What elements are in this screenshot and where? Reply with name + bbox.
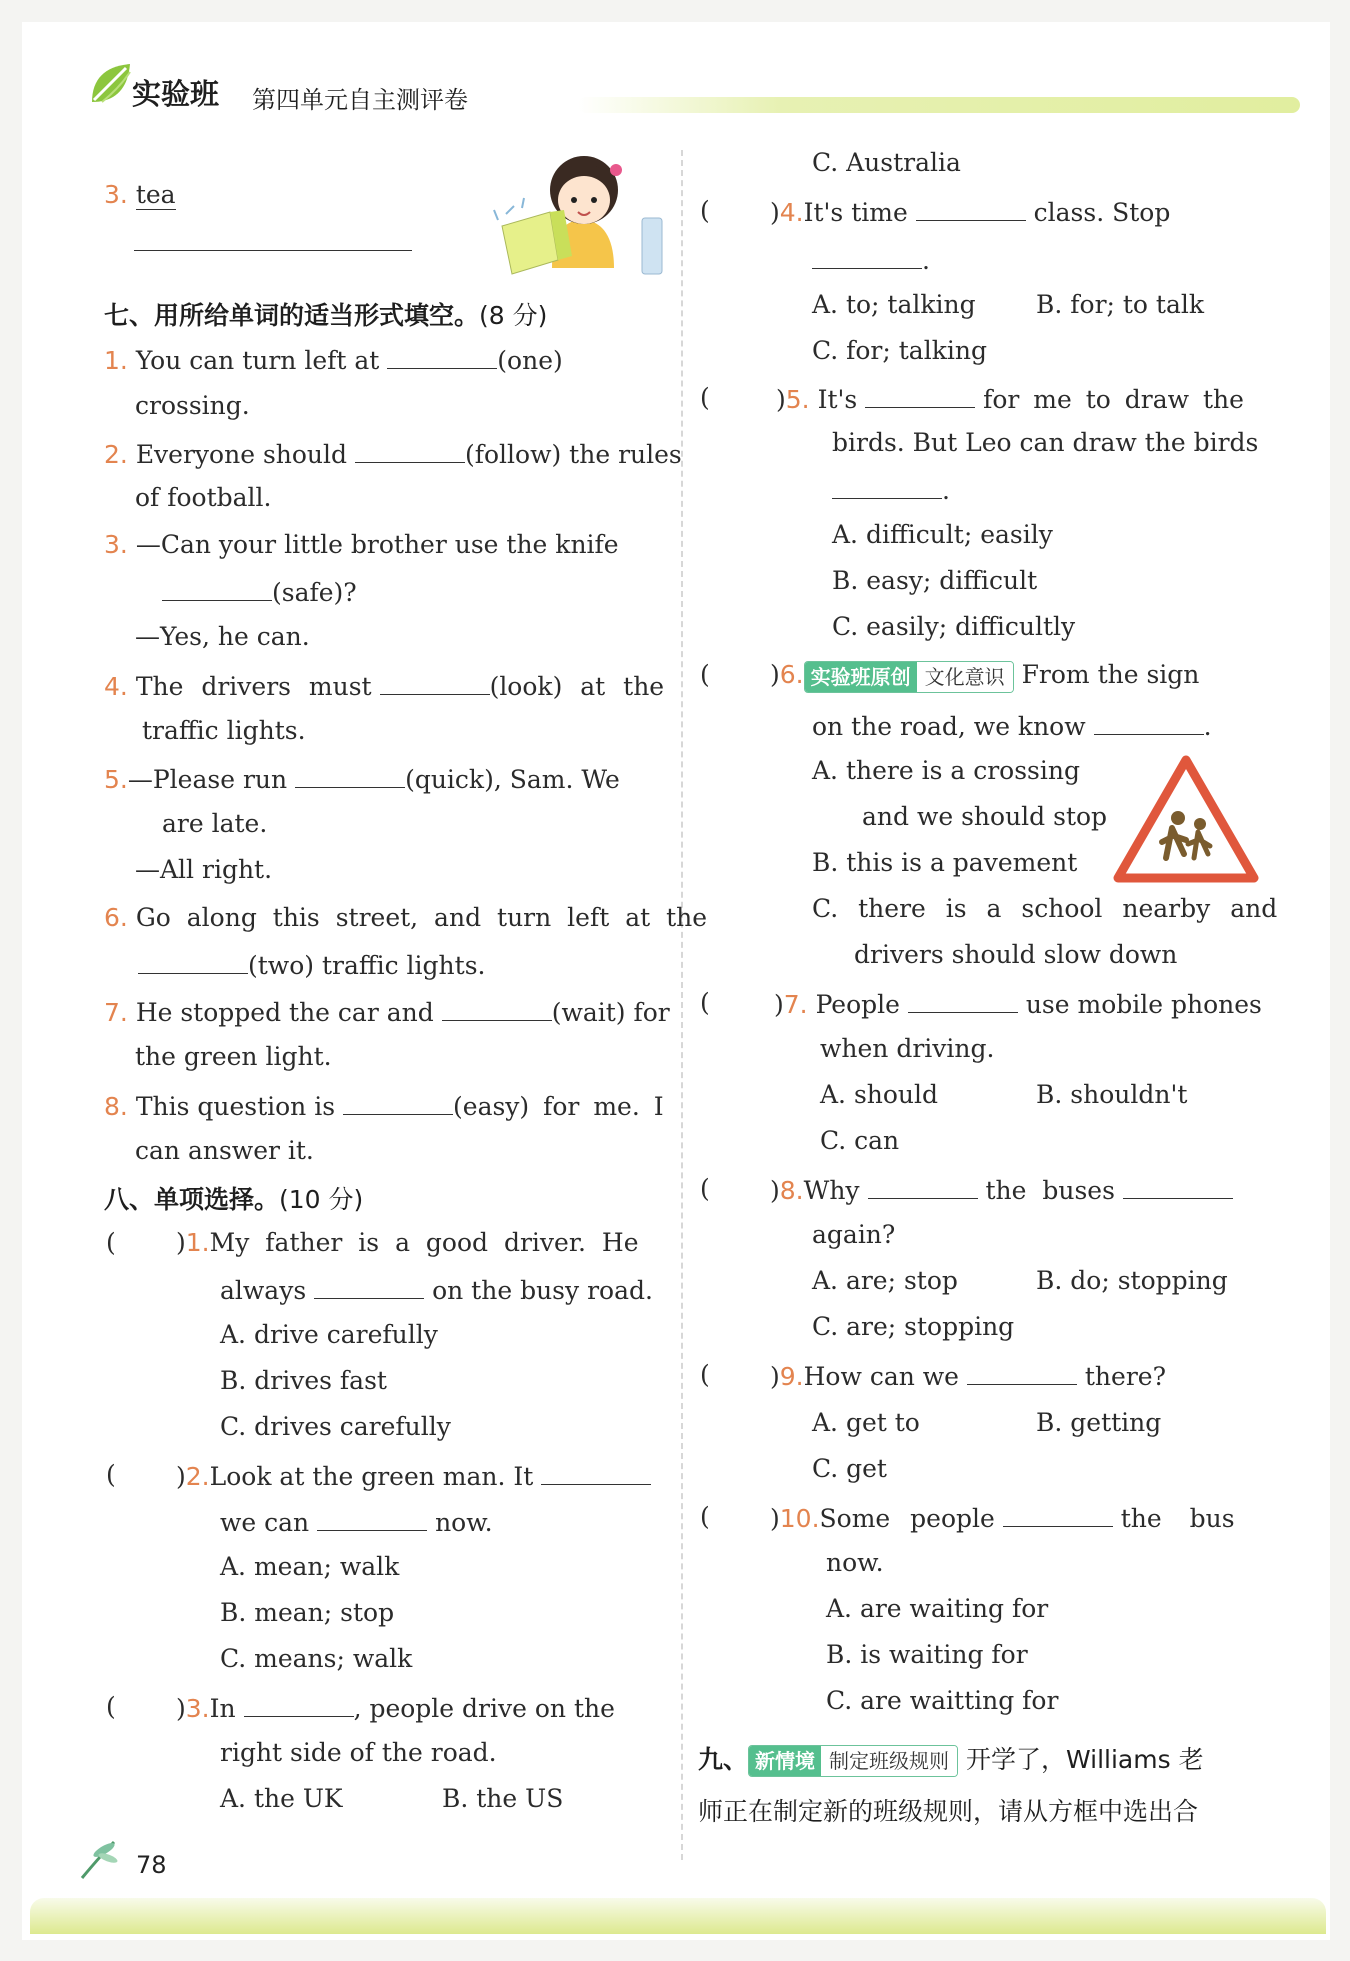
dragonfly-icon [78, 1836, 120, 1882]
answer-paren[interactable]: ( [106, 1692, 116, 1721]
answer-blank[interactable] [314, 1274, 424, 1299]
s8-q1-option-c[interactable]: C. drives carefully [220, 1412, 451, 1441]
s7-q5-cont: are late. [162, 809, 268, 838]
s8-q7-option-a[interactable]: A. should [820, 1080, 939, 1109]
answer-line [134, 250, 412, 251]
s8-q5: )5. It's for me to draw the [776, 385, 1244, 414]
answer-blank[interactable] [162, 576, 272, 601]
s8-q6: )6. 实验班原创 文化意识 From the sign [770, 660, 1199, 693]
s8-q10-option-b[interactable]: B. is waiting for [826, 1640, 1028, 1669]
s8-q6-option-a-cont: and we should stop [862, 802, 1108, 831]
s7-q7: 7. He stopped the car and (wait) for [104, 998, 670, 1027]
s7-q4-cont: traffic lights. [142, 716, 306, 745]
s8-q8-option-b[interactable]: B. do; stopping [1036, 1266, 1228, 1295]
leaf-logo-icon [88, 62, 132, 106]
s7-q5: 5.—Please run (quick), Sam. We [104, 765, 620, 794]
s8-q5-cont: birds. But Leo can draw the birds [832, 428, 1259, 457]
s8-q9: )9.How can we there? [770, 1362, 1166, 1391]
s8-q2-option-b[interactable]: B. mean; stop [220, 1598, 395, 1627]
s7-q1: 1. You can turn left at (one) [104, 346, 563, 375]
original-tag: 实验班原创 文化意识 [804, 661, 1014, 693]
s8-q10-option-a[interactable]: A. are waiting for [826, 1594, 1049, 1623]
s8-q2: )2.Look at the green man. It [176, 1460, 651, 1492]
warning-sign-icon [1112, 754, 1260, 884]
s7-q3: 3. —Can your little brother use the knife [104, 530, 619, 559]
s8-q3: )3.In , people drive on the [176, 1694, 615, 1723]
s8-q4: )4.It's time class. Stop [770, 198, 1171, 227]
answer-blank[interactable] [387, 344, 497, 369]
s8-q6-cont: on the road, we know . [812, 712, 1212, 741]
s8-q8-cont: again? [812, 1220, 896, 1249]
s8-q8-option-c[interactable]: C. are; stopping [812, 1312, 1015, 1341]
s8-q4-option-b[interactable]: B. for; to talk [1036, 290, 1205, 319]
s8-q2-cont: we can now. [220, 1508, 493, 1537]
s7-q8-cont: can answer it. [135, 1136, 314, 1165]
s8-q9-option-a[interactable]: A. get to [812, 1408, 920, 1437]
answer-blank[interactable] [138, 949, 248, 974]
s8-q1-option-b[interactable]: B. drives fast [220, 1366, 387, 1395]
answer-blank[interactable] [1123, 1174, 1233, 1199]
s8-q4-option-a[interactable]: A. to; talking [812, 290, 976, 319]
answer-blank[interactable] [1094, 710, 1204, 735]
s8-q6-option-c[interactable]: C. there is a school nearby and [812, 894, 1278, 923]
s7-q7-cont: the green light. [135, 1042, 332, 1071]
answer-paren[interactable]: ( [700, 660, 710, 689]
answer-blank[interactable] [317, 1506, 427, 1531]
answer-blank[interactable] [343, 1090, 453, 1115]
answer-blank[interactable] [295, 763, 405, 788]
answer-blank[interactable] [832, 474, 942, 499]
header-bar [578, 97, 1300, 113]
s8-q4-cont: . [812, 244, 930, 276]
s8-q6-option-a[interactable]: A. there is a crossing [812, 756, 1080, 785]
s8-q10: )10.Some people the bus [770, 1504, 1235, 1533]
answer-blank[interactable] [908, 988, 1018, 1013]
answer-paren[interactable]: ( [106, 1228, 116, 1257]
s8-q8: )8.Why the buses [770, 1174, 1233, 1206]
answer-blank[interactable] [355, 438, 465, 463]
s7-q4: 4. The drivers must (look) at the [104, 672, 665, 701]
answer-paren[interactable]: ( [700, 1174, 710, 1203]
answer-paren[interactable]: ( [700, 196, 710, 225]
section-7-heading: 七、用所给单词的适当形式填空。(8 分) [104, 301, 548, 330]
s7-q6-cont: (two) traffic lights. [138, 949, 485, 981]
s8-q5-option-a[interactable]: A. difficult; easily [832, 520, 1053, 549]
footer-bar [30, 1898, 1326, 1934]
answer-blank[interactable] [812, 244, 922, 269]
answer-blank[interactable] [1003, 1502, 1113, 1527]
s8-q3-option-c[interactable]: C. Australia [812, 148, 961, 177]
s6-item-3: 3. tea [104, 180, 176, 209]
s7-q5-answer: —All right. [135, 855, 273, 884]
s8-q7: )7. People use mobile phones [774, 990, 1262, 1019]
column-divider [681, 150, 683, 1860]
answer-blank[interactable] [865, 383, 975, 408]
answer-blank[interactable] [868, 1174, 978, 1199]
s8-q1: )1.My father is a good driver. He [176, 1228, 639, 1257]
answer-blank[interactable] [442, 996, 552, 1021]
s8-q1-cont: always on the busy road. [220, 1276, 653, 1305]
brand-logo-text: 实验班 [132, 77, 220, 111]
answer-paren[interactable]: ( [106, 1460, 116, 1489]
answer-paren[interactable]: ( [700, 383, 710, 412]
girl-reading-illustration [492, 148, 672, 280]
new-context-tag: 新情境 制定班级规则 [748, 1745, 958, 1777]
s7-q1-cont: crossing. [135, 391, 250, 420]
answer-blank[interactable] [244, 1692, 354, 1717]
s7-q6: 6. Go along this street, and turn left at the [104, 903, 708, 932]
answer-paren[interactable]: ( [700, 988, 710, 1017]
s8-q1-option-a[interactable]: A. drive carefully [220, 1320, 438, 1349]
s7-q3-cont: (safe)? [162, 576, 357, 608]
answer-blank[interactable] [380, 670, 490, 695]
s8-q7-option-c[interactable]: C. can [820, 1126, 900, 1155]
section-9-heading: 九、 新情境 制定班级规则 开学了，Williams 老 [698, 1740, 1204, 1777]
s8-q5-option-b[interactable]: B. easy; difficult [832, 566, 1038, 595]
answer-blank[interactable] [967, 1360, 1077, 1385]
s8-q6-option-b[interactable]: B. this is a pavement [812, 848, 1078, 877]
s8-q6-option-c-cont: drivers should slow down [854, 940, 1178, 969]
s8-q7-option-b[interactable]: B. shouldn't [1036, 1080, 1188, 1109]
s8-q10-cont: now. [826, 1548, 884, 1577]
s8-q5-option-c[interactable]: C. easily; difficultly [832, 612, 1076, 641]
s7-q2-cont: of football. [135, 483, 272, 512]
s8-q7-cont: when driving. [820, 1034, 995, 1063]
s8-q9-option-c[interactable]: C. get [812, 1454, 887, 1483]
s7-q2: 2. Everyone should (follow) the rules [104, 440, 682, 469]
answer-blank[interactable] [916, 196, 1026, 221]
s8-q10-option-c[interactable]: C. are waitting for [826, 1686, 1059, 1715]
s8-q9-option-b[interactable]: B. getting [1036, 1408, 1162, 1437]
s7-q3-answer: —Yes, he can. [135, 622, 310, 651]
answer-paren[interactable]: ( [700, 1502, 710, 1531]
s8-q5-cont2: . [832, 474, 950, 506]
s8-q2-option-c[interactable]: C. means; walk [220, 1644, 413, 1673]
page-number: 78 [136, 1851, 167, 1879]
s8-q4-option-c[interactable]: C. for; talking [812, 336, 987, 365]
section-8-heading: 八、单项选择。(10 分) [104, 1185, 364, 1214]
answer-blank[interactable] [541, 1460, 651, 1485]
page-title: 第四单元自主测评卷 [252, 86, 468, 114]
answer-paren[interactable]: ( [700, 1360, 710, 1389]
s8-q2-option-a[interactable]: A. mean; walk [220, 1552, 400, 1581]
s7-q8: 8. This question is (easy) for me. I [104, 1092, 664, 1121]
s8-q8-option-a[interactable]: A. are; stop [812, 1266, 958, 1295]
s8-q3-cont: right side of the road. [220, 1738, 497, 1767]
s8-q3-option-a[interactable]: A. the UK [220, 1784, 343, 1813]
s8-q3-option-b[interactable]: B. the US [442, 1784, 564, 1813]
section-9-text: 师正在制定新的班级规则，请从方框中选出合 [698, 1797, 1199, 1826]
